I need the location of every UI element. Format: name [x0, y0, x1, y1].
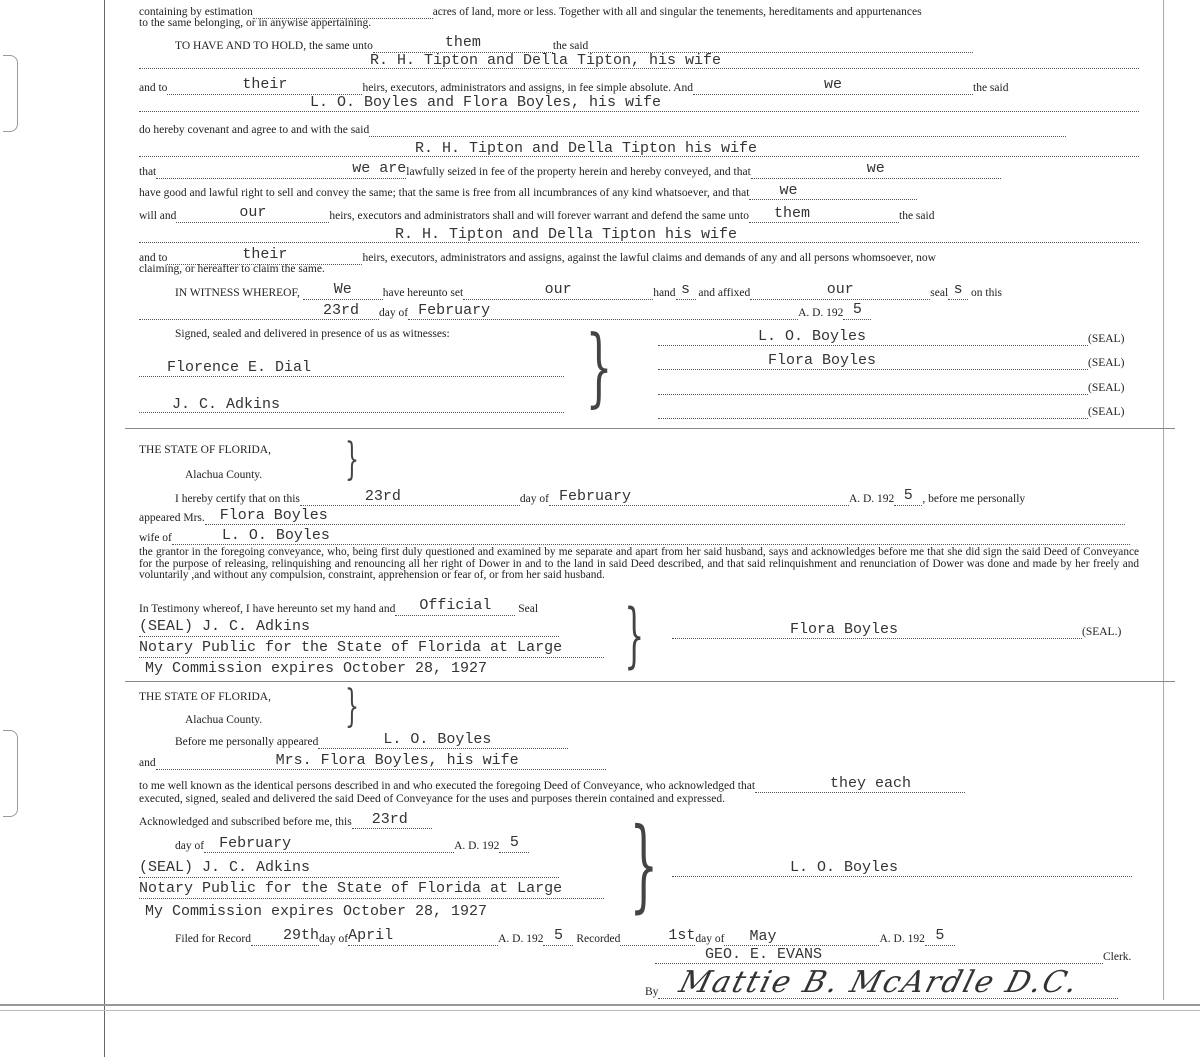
- typed-field: their: [242, 246, 288, 263]
- field: [749, 182, 917, 200]
- field: [395, 597, 515, 616]
- county-heading: Alachua County.: [185, 469, 263, 481]
- text: and affixed: [698, 287, 751, 299]
- habendum-line: [175, 34, 973, 53]
- signature-line: [672, 621, 1122, 639]
- text: A. D. 192: [879, 933, 925, 945]
- covenant-line: [139, 122, 1066, 137]
- typed-field: we: [866, 160, 885, 177]
- typed-field: 1st: [668, 927, 696, 944]
- text: the said: [973, 82, 1009, 94]
- brace: }: [629, 806, 659, 923]
- signature-line: [658, 404, 1124, 419]
- text: have hereunto set: [382, 287, 464, 299]
- text: IN WITNESS WHEREOF,: [175, 287, 300, 299]
- field: [693, 76, 973, 95]
- typed-field: 23rd: [364, 488, 401, 505]
- left-margin-line: [104, 0, 105, 1057]
- signatory-name: L. O. Boyles: [790, 859, 899, 876]
- field: [167, 76, 362, 95]
- text: heirs, executors and administrators shall and will forever warrant and defend the same unto: [329, 210, 749, 222]
- dotted-line: [139, 412, 564, 413]
- field: [750, 281, 930, 300]
- text: appeared Mrs.: [139, 512, 205, 524]
- signatory-name: Flora Boyles: [768, 352, 877, 369]
- field: [749, 205, 899, 223]
- typed-field: we: [823, 76, 842, 93]
- text: seal: [930, 287, 949, 299]
- text: Recorded: [576, 933, 621, 945]
- text: By: [645, 986, 659, 998]
- page-bottom-rule: [0, 1010, 1200, 1011]
- signature-line: [658, 380, 1124, 395]
- text: , before me personally: [922, 493, 1026, 505]
- seal-label: (SEAL.): [1082, 626, 1122, 638]
- state-heading: THE STATE OF FLORIDA,: [139, 691, 271, 703]
- witness-whereof-line: [175, 281, 1003, 300]
- seized-line: [139, 160, 1001, 179]
- typed-field: we are: [352, 160, 407, 177]
- field: [318, 731, 568, 749]
- warrant-line: [139, 204, 935, 223]
- typed-field: 29th: [283, 927, 320, 944]
- typed-field: they each: [830, 775, 912, 792]
- grantees-name: R. H. Tipton and Della Tipton his wife: [395, 226, 738, 243]
- text: day of: [519, 493, 549, 505]
- seal-label: (SEAL): [1088, 357, 1125, 369]
- field: [204, 835, 454, 853]
- field: [655, 946, 1103, 964]
- deputy-signature: Mattie B. McArdle D.C.: [675, 965, 1084, 1000]
- field: [172, 527, 1130, 545]
- field: [843, 301, 871, 320]
- field: [948, 281, 968, 300]
- field: [156, 752, 606, 770]
- typed-field: Flora Boyles: [219, 507, 328, 524]
- typed-field: 5: [509, 834, 519, 851]
- field: [588, 38, 973, 53]
- field: [139, 880, 604, 899]
- text: A. D. 192: [798, 307, 844, 319]
- text: will and: [139, 210, 177, 222]
- text: on this: [971, 287, 1003, 299]
- field: [303, 281, 383, 300]
- grantees-name: R. H. Tipton and Della Tipton, his wife: [370, 52, 722, 69]
- text: wife of: [139, 532, 172, 544]
- text: A. D. 192: [454, 840, 500, 852]
- field: [348, 927, 498, 946]
- text: and: [139, 757, 156, 769]
- typed-field: our: [239, 204, 267, 221]
- typed-field: Official: [419, 597, 492, 614]
- text: In Testimony whereof, I have hereunto set my hand and: [139, 603, 396, 615]
- field: [620, 927, 696, 946]
- field: [205, 507, 1125, 525]
- typed-field: We: [333, 281, 352, 298]
- signature-line: [658, 352, 1125, 370]
- text: executed, signed, sealed and delivered the said Deed of Conveyance for the uses and purposes therein contained and expressed.: [139, 793, 725, 805]
- notary-seal-text: (SEAL) J. C. Adkins: [139, 618, 311, 635]
- field: [139, 859, 559, 878]
- seal-label: (SEAL): [1088, 333, 1125, 345]
- field: [658, 328, 1088, 346]
- text: TO HAVE AND TO HOLD, the same unto: [175, 40, 373, 52]
- field: [499, 834, 529, 853]
- text: that: [139, 166, 157, 178]
- text: hand: [653, 287, 676, 299]
- filed-line: [175, 927, 955, 946]
- section-divider: [125, 681, 1175, 682]
- field: [543, 927, 573, 946]
- typed-field: L. O. Boyles: [221, 527, 330, 544]
- notary-title: Notary Public for the State of Florida at Large: [139, 880, 563, 897]
- text: and to: [139, 252, 168, 264]
- field: [251, 927, 320, 946]
- seal-label: (SEAL): [1088, 406, 1125, 418]
- and-to-line: [139, 76, 1009, 95]
- text: and to: [139, 82, 168, 94]
- appeared-line: [139, 507, 1125, 525]
- seal-label: (SEAL): [1088, 382, 1125, 394]
- brace: }: [585, 318, 613, 417]
- field: [139, 618, 559, 637]
- text: acres of land, more or less. Together with all and singular the tenements, hereditaments and appurtenances: [432, 6, 922, 18]
- notary-seal-text: (SEAL) J. C. Adkins: [139, 859, 311, 876]
- date-line: [139, 301, 871, 320]
- notary-title-line: [139, 880, 604, 899]
- text: containing by estimation: [139, 6, 253, 18]
- notary-title: Notary Public for the State of Florida at Large: [139, 639, 563, 656]
- field: [369, 122, 1066, 137]
- field: [676, 281, 696, 300]
- ack-date-line: [175, 834, 529, 853]
- page-bottom-rule: [0, 1004, 1200, 1006]
- text: day of: [379, 307, 409, 319]
- text: day of: [175, 840, 205, 852]
- field: [672, 621, 1082, 639]
- clerk-name: GEO. E. EVANS: [705, 946, 823, 963]
- field: [658, 380, 1088, 395]
- typed-field: them: [444, 34, 481, 51]
- field: [672, 859, 1132, 877]
- field: [139, 639, 604, 658]
- dotted-line: [139, 111, 1139, 112]
- state-heading: THE STATE OF FLORIDA,: [139, 444, 271, 456]
- field: [894, 487, 922, 506]
- brace: }: [345, 434, 359, 485]
- signatory-name: Flora Boyles: [790, 621, 899, 638]
- binder-mark: [3, 730, 18, 817]
- typed-field: May: [749, 928, 777, 945]
- typed-field: 5: [852, 301, 862, 318]
- typed-field: 5: [903, 487, 913, 504]
- and-line: [139, 752, 606, 770]
- typed-field: s: [953, 281, 963, 298]
- text: heirs, executors, administrators and assigns, against the lawful claims and demands of any and all persons whomsoever, now: [362, 252, 936, 264]
- typed-field: February: [219, 835, 292, 852]
- section-divider: [125, 428, 1175, 429]
- field: [549, 488, 849, 506]
- text: do hereby covenant and agree to and with the said: [139, 124, 370, 136]
- text: claiming, or hereafter to claim the same.: [139, 263, 325, 275]
- field: [755, 775, 965, 793]
- typed-field: 23rd: [371, 811, 408, 828]
- text: Seal: [518, 603, 539, 615]
- field: [139, 302, 379, 320]
- grantors-name: L. O. Boyles and Flora Boyles, his wife: [310, 94, 662, 111]
- text: to the same belonging, or in anywise appertaining.: [139, 17, 372, 29]
- grantees-name: R. H. Tipton and Della Tipton his wife: [415, 140, 758, 157]
- field: [658, 352, 1088, 370]
- signature-line: [672, 859, 1132, 877]
- typed-field: 23rd: [322, 302, 359, 319]
- testimony-line: [139, 597, 539, 616]
- field: [751, 160, 1001, 179]
- signatory-name: L. O. Boyles: [758, 328, 867, 345]
- witness-name: Florence E. Dial: [167, 359, 312, 376]
- field: [724, 928, 879, 946]
- field: [352, 811, 432, 829]
- field: [463, 281, 653, 300]
- witness-line: [139, 359, 564, 377]
- signature-line: [658, 328, 1125, 346]
- typed-field: 5: [553, 927, 563, 944]
- county-heading: Alachua County.: [185, 714, 263, 726]
- field: [373, 34, 553, 53]
- typed-field: our: [544, 281, 572, 298]
- text: Clerk.: [1103, 951, 1132, 963]
- typed-field: their: [242, 76, 288, 93]
- text: I hereby certify that on this: [175, 493, 300, 505]
- typed-field: s: [681, 281, 691, 298]
- typed-field: we: [779, 182, 798, 199]
- wife-of-line: [139, 527, 1130, 545]
- commission-text: My Commission expires October 28, 1927: [145, 903, 488, 920]
- binder-mark: [3, 55, 18, 132]
- well-known-line: [139, 775, 965, 793]
- field: [658, 404, 1088, 419]
- text: A. D. 192: [498, 933, 544, 945]
- text: Before me personally appeared: [175, 736, 319, 748]
- field: [139, 359, 564, 377]
- notary-seal-line: [139, 618, 559, 637]
- typed-field: L. O. Boyles: [383, 731, 492, 748]
- text: the said: [899, 210, 935, 222]
- typed-field: Mrs. Flora Boyles, his wife: [275, 752, 519, 769]
- typed-field: February: [558, 488, 631, 505]
- field: [156, 160, 407, 179]
- appeared-line: [175, 731, 568, 749]
- notary-title-line: [139, 639, 604, 658]
- typed-field: 5: [935, 927, 945, 944]
- text: to me well known as the identical persons described in and who executed the foregoing Deed of Conveyance, who acknowledged that: [139, 780, 756, 792]
- text: Signed, sealed and delivered in presence of us as witnesses:: [175, 328, 450, 340]
- brace: }: [345, 681, 359, 732]
- commission-text: My Commission expires October 28, 1927: [145, 660, 488, 677]
- text: the said: [552, 40, 589, 52]
- subscribed-line: [139, 811, 432, 829]
- text: have good and lawful right to sell and convey the same; that the same is free from all incumbrances of any kind whatsoever, and that: [139, 187, 750, 199]
- text: lawfully seized in fee of the property herein and hereby conveyed, and that: [406, 166, 751, 178]
- notary-seal-line: [139, 859, 559, 878]
- field: [925, 927, 955, 946]
- field: [300, 488, 520, 506]
- text: day of: [319, 933, 349, 945]
- witness-name: J. C. Adkins: [172, 396, 281, 413]
- clerk-line: [655, 946, 1132, 964]
- text: Acknowledged and subscribed before me, this: [139, 816, 352, 828]
- right-margin-line: [1163, 0, 1164, 1000]
- field: [176, 204, 329, 223]
- typed-field: our: [826, 281, 854, 298]
- dower-paragraph: the grantor in the foregoing conveyance, who, being first duly questioned and examined by me separate and apart from her said husband, says and acknowledges before me that she did sign the said Deed of Conveyance for the purpose of releasing, relinquishing and renouncing all her right of Dower in and to the land in said Deed described, and that said relinquishment and renunciation of Dower was done and made by her freely and voluntarily ,and without any compulsion, constraint, apprehension or fear of, or from her said husband.: [139, 546, 1139, 581]
- text: Filed for Record: [175, 933, 252, 945]
- typed-field: them: [774, 205, 811, 222]
- certify-line: [175, 487, 1026, 506]
- brace: }: [624, 594, 645, 676]
- text: heirs, executors, administrators and assigns, in fee simple absolute. And: [362, 82, 693, 94]
- text: A. D. 192: [848, 493, 895, 505]
- typed-field: April: [348, 927, 394, 944]
- lawful-right-line: [139, 182, 917, 200]
- typed-field: February: [418, 302, 491, 319]
- text: day of: [695, 933, 725, 945]
